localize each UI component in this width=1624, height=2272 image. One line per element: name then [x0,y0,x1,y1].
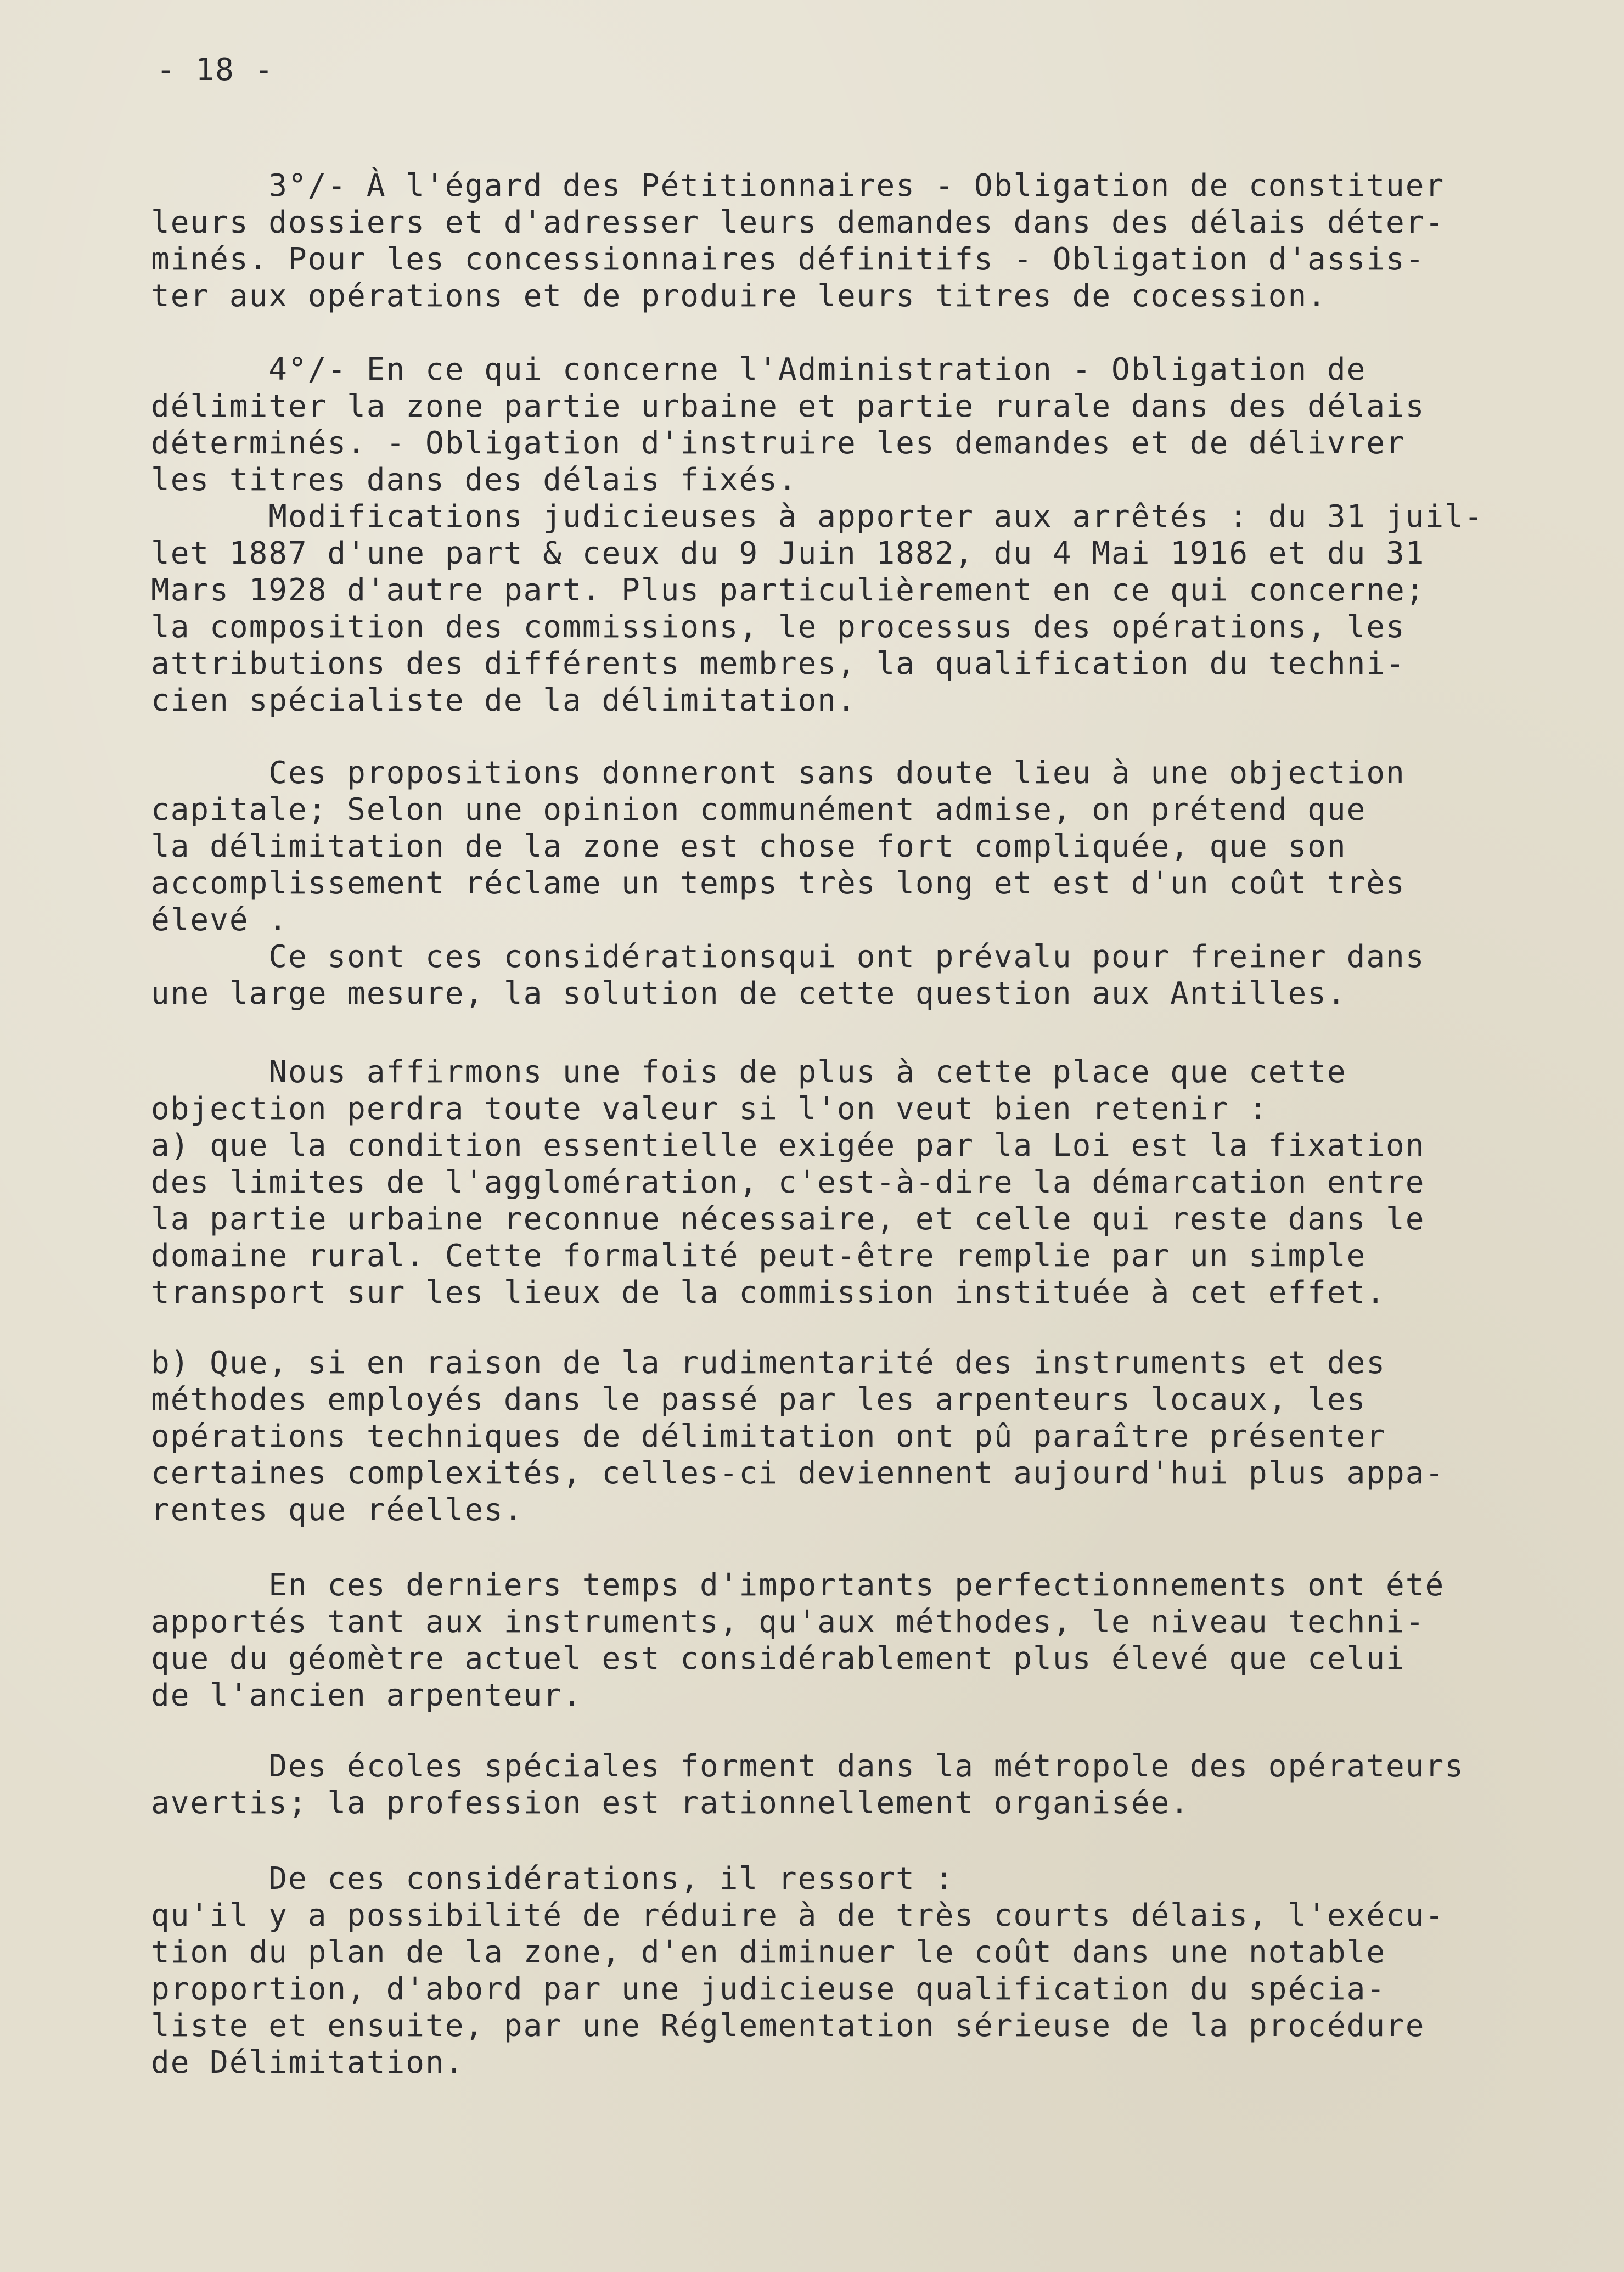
text-line: certaines complexités, celles-ci deviennent aujourd'hui plus appa- [151,1455,1445,1491]
paragraph-petitioners [151,167,1445,314]
text-line: b) Que, si en raison de la rudimentarité des instruments et des [151,1345,1386,1381]
text-line: rentes que réelles. [151,1492,524,1528]
text-line: leurs dossiers et d'adresser leurs demandes dans des délais déter- [151,205,1445,240]
text-line: la partie urbaine reconnue nécessaire, et celle qui reste dans le [151,1201,1425,1237]
paragraph-objection [151,755,1425,1012]
text-line: une large mesure, la solution de cette question aux Antilles. [151,976,1347,1011]
text-line: délimiter la zone partie urbaine et partie rurale dans des délais [151,389,1425,424]
text-line: objection perdra toute valeur si l'on veut bien retenir : [151,1091,1268,1127]
text-line: de l'ancien arpenteur. [151,1678,582,1713]
text-line: transport sur les lieux de la commission instituée à cet effet. [151,1275,1386,1311]
paragraph-administration [151,351,1484,719]
text-line: apportés tant aux instruments, qu'aux méthodes, le niveau techni- [151,1604,1425,1640]
text-line: 3°/- À l'égard des Pétitionnaires - Obligation de constituer [151,168,1445,204]
text-line: élevé . [151,902,289,938]
paragraph-improvements [151,1567,1445,1714]
text-line: domaine rural. Cette formalité peut-être remplie par un simple [151,1238,1367,1274]
text-line: la délimitation de la zone est chose fort compliquée, que son [151,829,1347,864]
text-line: Des écoles spéciales forment dans la métropole des opérateurs [151,1748,1464,1784]
text-line: Ce sont ces considérationsqui ont prévalu pour freiner dans [151,939,1425,975]
text-line: En ces derniers temps d'importants perfectionnements ont été [151,1567,1445,1603]
paragraph-conclusion [151,1860,1445,2081]
text-line: let 1887 d'une part & ceux du 9 Juin 1882, du 4 Mai 1916 et du 31 [151,536,1425,571]
text-line: De ces considérations, il ressort : [151,1861,955,1897]
text-line: avertis; la profession est rationnellement organisée. [151,1785,1190,1821]
page-number: - 18 - [156,52,274,88]
text-line: minés. Pour les concessionnaires définitifs - Obligation d'assis- [151,241,1425,277]
text-line: de Délimitation. [151,2045,465,2080]
text-line: Nous affirmons une fois de plus à cette place que cette [151,1054,1347,1090]
text-line: la composition des commissions, le processus des opérations, les [151,609,1406,645]
text-line: déterminés. - Obligation d'instruire les demandes et de délivrer [151,425,1406,461]
text-line: Ces propositions donneront sans doute lieu à une objection [151,755,1406,791]
text-line: les titres dans des délais fixés. [151,462,798,498]
paragraph-schools [151,1748,1464,1821]
text-line: méthodes employés dans le passé par les arpenteurs locaux, les [151,1382,1367,1418]
text-line: qu'il y a possibilité de réduire à de très courts délais, l'exécu- [151,1898,1445,1933]
text-line: Mars 1928 d'autre part. Plus particulièrement en ce qui concerne; [151,572,1425,608]
text-line: opérations techniques de délimitation ont pû paraître présenter [151,1419,1386,1454]
text-line: des limites de l'agglomération, c'est-à-dire la démarcation entre [151,1165,1425,1200]
text-line: proportion, d'abord par une judicieuse qualification du spécia- [151,1971,1386,2007]
text-line: cien spécialiste de la délimitation. [151,683,857,718]
text-line: tion du plan de la zone, d'en diminuer le coût dans une notable [151,1934,1386,1970]
text-line: attributions des différents membres, la qualification du techni- [151,646,1406,682]
paragraph-affirmation [151,1054,1425,1311]
text-line: ter aux opérations et de produire leurs titres de cocession. [151,278,1327,314]
text-line: 4°/- En ce qui concerne l'Administration - Obligation de [151,352,1367,387]
text-line: accomplissement réclame un temps très long et est d'un coût très [151,865,1406,901]
text-line: que du géomètre actuel est considérablement plus élevé que celui [151,1641,1406,1677]
text-line: Modifications judicieuses à apporter aux arrêtés : du 31 juil- [151,499,1484,535]
text-line: a) que la condition essentielle exigée par la Loi est la fixation [151,1128,1425,1163]
text-line: liste et ensuite, par une Réglementation sérieuse de la procédure [151,2008,1425,2044]
text-line: capitale; Selon une opinion communément admise, on prétend que [151,792,1367,828]
paragraph-methods [151,1345,1445,1528]
